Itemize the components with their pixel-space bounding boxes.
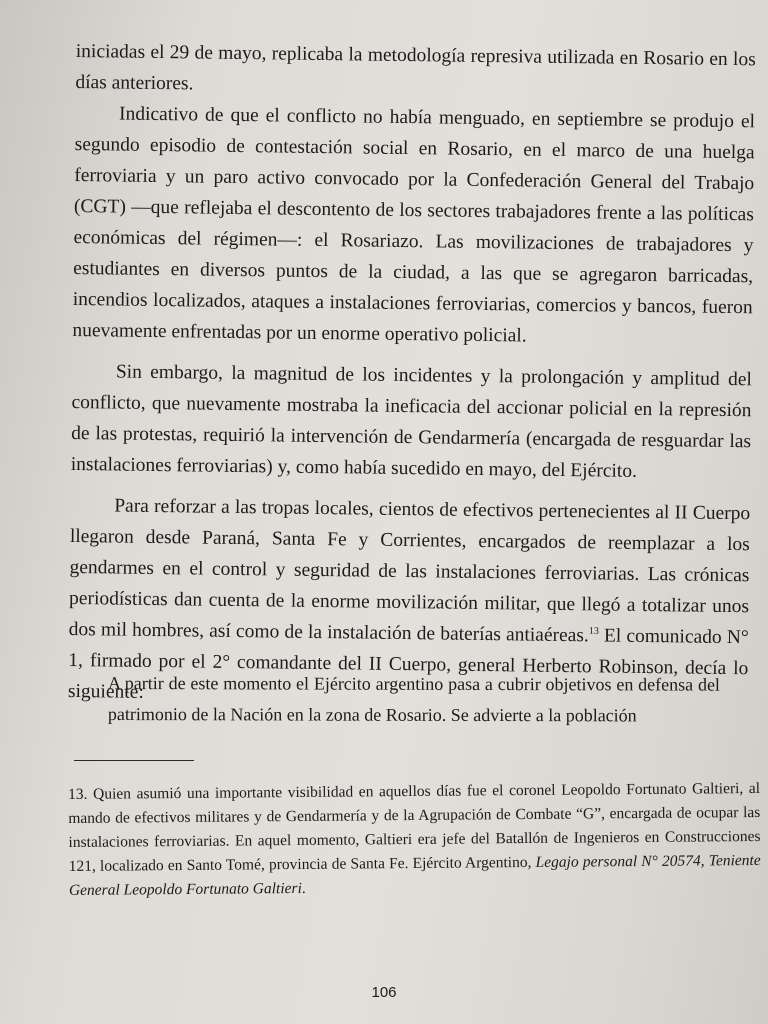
paragraph-4-text-b: El comunicado N° 1, firmado por el 2° comandante del II Cuerpo, general Herberto Robinson, decía lo siguiente: — [67, 625, 749, 703]
paragraph-4-text-a: Para reforzar a las tropas locales, cientos de efectivos pertenecientes al II Cuerpo llegaron desde Paraná, Santa Fe y Corrientes, encargados de reemplazar a los gendarmes en el control y seguridad de las instalaciones ferroviarias. Las crónicas periodísticas dan cuenta de la enorme movilización militar, que llegó a totalizar unos dos mil hombres, así como de la instalación de baterías antiaéreas. — [68, 495, 751, 647]
body-text — [68, 36, 756, 715]
footnote-separator — [74, 760, 194, 761]
footnote-text: 13. Quien asumió una importante visibilidad en aquellos días fue el coronel Leopoldo Fortunato Galtieri, al mando de efectivos militares y de Gendarmería y de la Agrupación de Combate “G”, encargada de ocupar las instalaciones ferroviarias. En aquel momento, Galtieri era jefe del Batallón de Ingenieros en Construcciones 121, localizado en Santo Tomé, provincia de Santa Fe. Ejército Argentino, — [68, 779, 761, 875]
paragraph-3: Sin embargo, la magnitud de los incidentes y la prolongación y amplitud del conflicto, que nuevamente mostraba la ineficacia del accionar policial en la represión de las protestas, requirió la intervención de Gendarmería (encargada de resguardar las instalaciones ferroviarias) y, como había sucedido en mayo, del Ejército. — [70, 361, 752, 482]
footnote-end: . — [301, 879, 306, 897]
footnote-reference: 13 — [588, 625, 599, 637]
footnote-italic-reference: Legajo personal N° 20574, Teniente General Leopoldo Fortunato Galtieri — [68, 851, 761, 899]
block-quote: A partir de este momento el Ejército argentino pasa a cubrir objetivos en defensa del patrimonio de la Nación en la zona de Rosario. Se advierte a la población — [107, 673, 720, 726]
paragraph-2: Indicativo de que el conflicto no había menguado, en septiembre se produjo el segundo episodio de contestación social en Rosario, en el marco de una huelga ferroviaria y un paro activo convocado por la Confederación General del Trabajo (CGT) —que reflejaba el descontento de los sectores trabajadores frente a las políticas económicas del régimen—: el Rosariazo. Las movilizaciones de trabajadores y estudiantes en diversos puntos de la ciudad, a las que se agregaron barricadas, incendios localizados, ataques a instalaciones ferroviarias, comercios y bancos, fueron nuevamente enfrentadas por un enorme operativo policial. — [72, 103, 756, 347]
footnote-13 — [68, 777, 761, 903]
page-number: 106 — [371, 984, 397, 1001]
paragraph-1: iniciadas el 29 de mayo, replicaba la metodología represiva utilizada en Rosario en los días anteriores. — [75, 40, 756, 95]
